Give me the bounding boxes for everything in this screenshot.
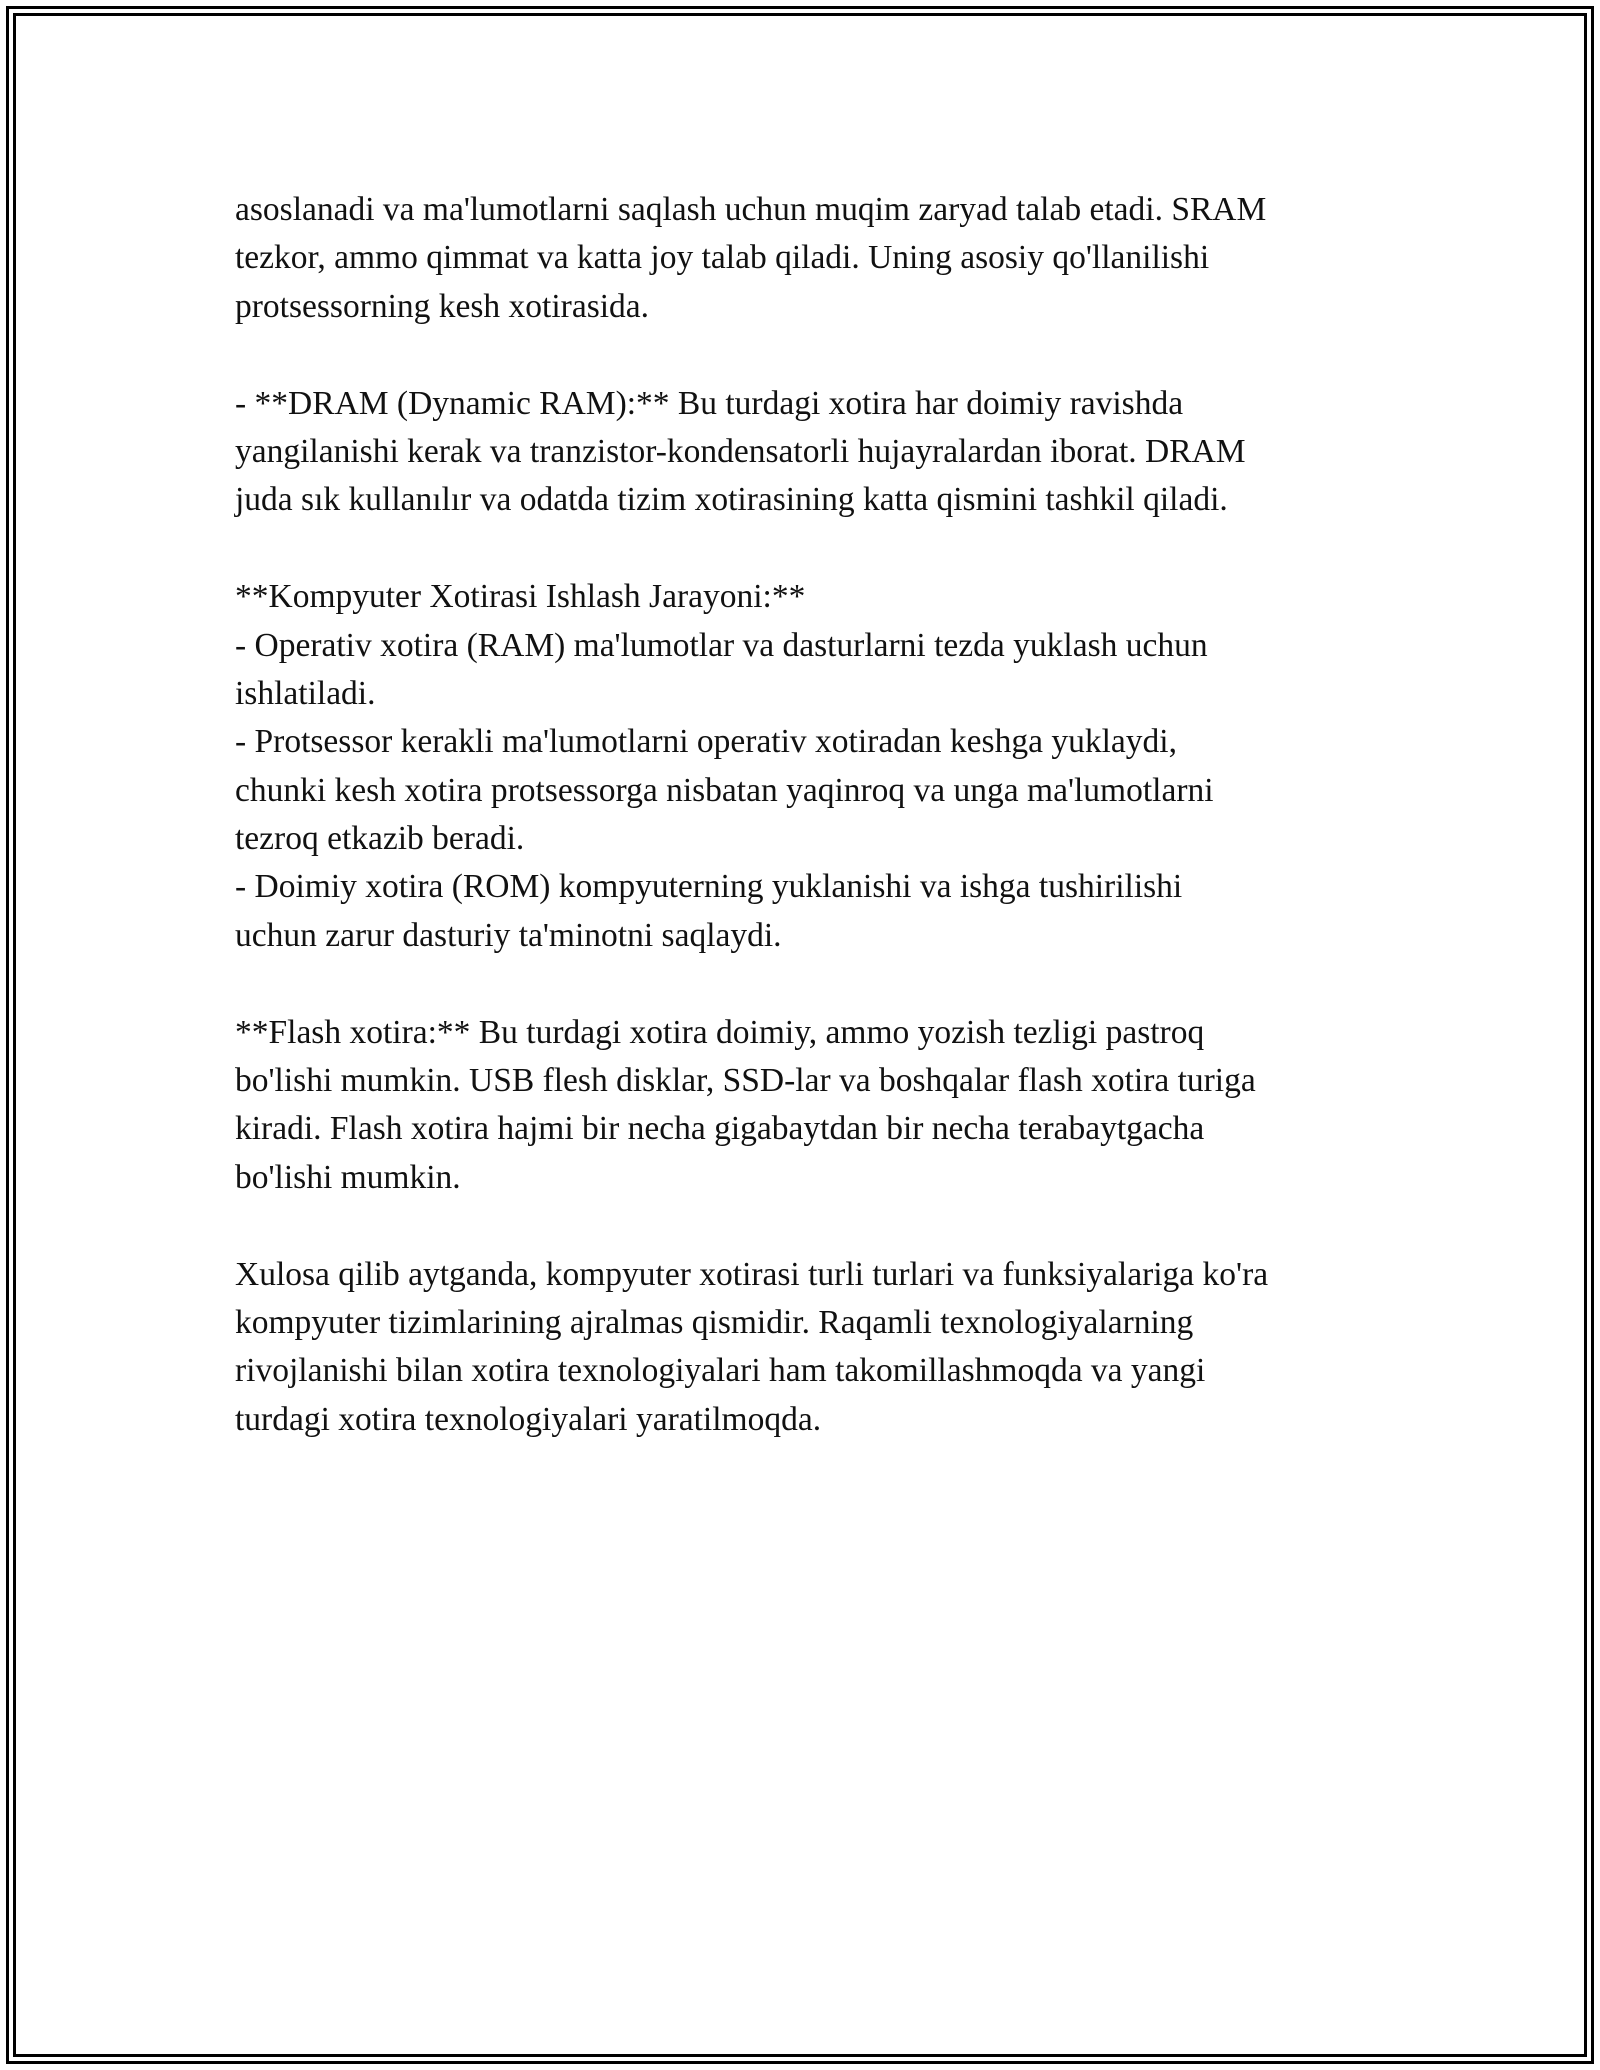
text-line: turdagi xotira texnologiyalari yaratilmoqda. [235, 1400, 822, 1438]
text-line: protsessorning kesh xotirasida. [235, 287, 650, 325]
text-line: bo'lishi mumkin. [235, 1158, 461, 1196]
text-line: tezroq etkazib beradi. [235, 820, 525, 858]
text-line: kiradi. Flash xotira hajmi bir necha gigabaytdan bir necha terabaytgacha [235, 1110, 1205, 1148]
text-line: tezkor, ammo qimmat va katta joy talab qiladi. Uning asosiy qo'llanilishi [235, 239, 1210, 277]
text-line: juda sık kullanılır va odatda tizim xotirasining katta qismini tashkil qiladi. [235, 481, 1228, 519]
section-heading: **Kompyuter Xotirasi Ishlash Jarayoni:** [235, 578, 806, 616]
paragraph-gap [235, 331, 1385, 379]
paragraph-gap [235, 1202, 1385, 1250]
text-line: kompyuter tizimlarining ajralmas qismidir. Raqamli texnologiyalarning [235, 1303, 1194, 1341]
paragraph-conclusion [235, 1251, 1385, 1445]
text-line: - Doimiy xotira (ROM) kompyuterning yuklanishi va ishga tushirilishi [235, 868, 1183, 906]
text-line: bo'lishi mumkin. USB flesh disklar, SSD-lar va boshqalar flash xotira turiga [235, 1062, 1256, 1100]
paragraph-flash-memory [235, 1009, 1385, 1203]
paragraph-gap [235, 960, 1385, 1008]
text-line: uchun zarur dasturiy ta'minotni saqlaydi. [235, 916, 782, 954]
paragraph-sram-continuation [235, 186, 1385, 331]
text-line: rivojlanishi bilan xotira texnologiyalari ham takomillashmoqda va yangi [235, 1352, 1206, 1390]
text-line: **Flash xotira:** Bu turdagi xotira doimiy, ammo yozish tezligi pastroq [235, 1013, 1205, 1051]
document-body [235, 186, 1385, 1444]
text-line: - Operativ xotira (RAM) ma'lumotlar va dasturlarni tezda yuklash uchun [235, 626, 1208, 664]
text-line: - **DRAM (Dynamic RAM):** Bu turdagi xotira har doimiy ravishda [235, 384, 1184, 422]
text-line: - Protsessor kerakli ma'lumotlarni operativ xotiradan keshga yuklaydi, [235, 723, 1177, 761]
paragraph-dram [235, 380, 1385, 525]
text-line: ishlatiladi. [235, 674, 376, 712]
text-line: asoslanadi va ma'lumotlarni saqlash uchun muqim zaryad talab etadi. SRAM [235, 191, 1267, 228]
paragraph-memory-process [235, 573, 1385, 960]
text-line: yangilanishi kerak va tranzistor-kondensatorli hujayralardan iborat. DRAM [235, 432, 1246, 470]
text-line: chunki kesh xotira protsessorga nisbatan yaqinroq va unga ma'lumotlarni [235, 771, 1214, 809]
paragraph-gap [235, 525, 1385, 573]
text-line: Xulosa qilib aytganda, kompyuter xotirasi turli turlari va funksiyalariga ko'ra [235, 1255, 1269, 1293]
